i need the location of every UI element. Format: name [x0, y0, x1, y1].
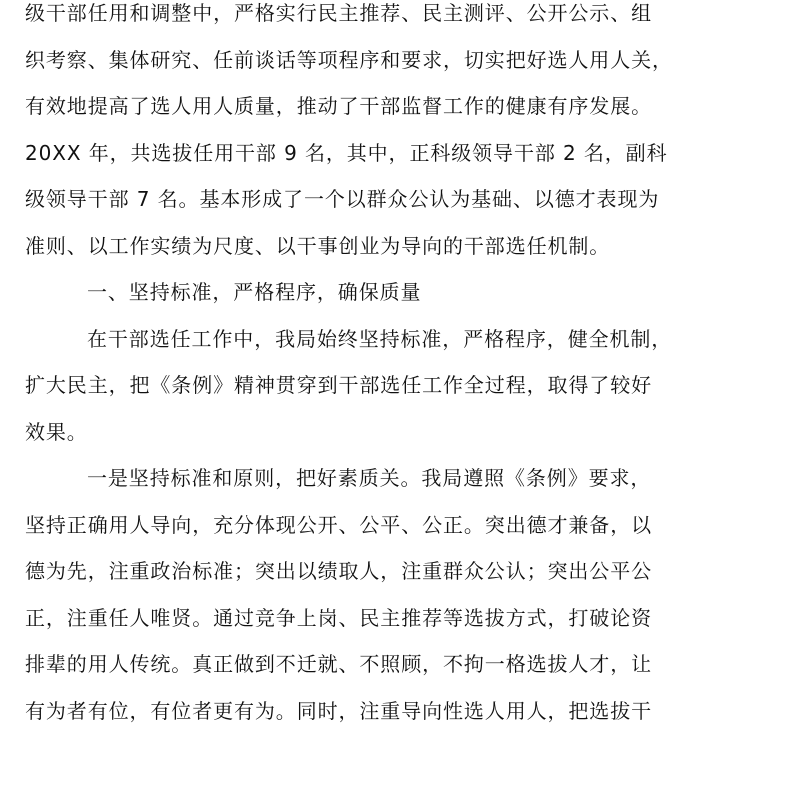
- text-line: 20XX 年，共选拔任用干部 9 名，其中，正科级领导干部 2 名，副科: [25, 140, 668, 165]
- text-line: 有效地提高了选人用人质量，推动了干部监督工作的健康有序发展。: [25, 94, 652, 118]
- text-line: 有为者有位，有位者更有为。同时，注重导向性选人用人，把选拔干: [25, 698, 652, 723]
- paragraph-first-line: 一是坚持标准和原则，把好素质关。我局遵照《条例》要求，: [87, 466, 652, 490]
- text-line: 扩大民主，把《条例》精神贯穿到干部选任工作全过程，取得了较好: [25, 373, 652, 397]
- text-line: 坚持正确用人导向，充分体现公开、公平、公正。突出德才兼备，以: [25, 512, 652, 537]
- text-line: 织考察、集体研究、任前谈话等项程序和要求，切实把好选人用人关，: [25, 47, 673, 72]
- text-line: 级领导干部 7 名。基本形成了一个以群众公认为基础、以德才表现为: [25, 187, 660, 211]
- text-line: 正，注重任人唯贤。通过竞争上岗、民主推荐等选拔方式，打破论资: [25, 605, 652, 630]
- section-heading: 一、坚持标准，严格程序，确保质量: [87, 280, 422, 304]
- text-line: 级干部任用和调整中，严格实行民主推荐、民主测评、公开公示、组: [25, 1, 652, 25]
- text-line: 德为先，注重政治标准；突出以绩取人，注重群众公认；突出公平公: [25, 559, 652, 583]
- document-body: [25, 0, 673, 734]
- text-line: 效果。: [25, 419, 88, 444]
- text-line: 排辈的用人传统。真正做到不迁就、不照顾，不拘一格选拔人才，让: [25, 652, 652, 676]
- paragraph-first-line: 在干部选任工作中，我局始终坚持标准，严格程序，健全机制，: [87, 326, 673, 351]
- text-line: 准则、以工作实绩为尺度、以干事创业为导向的干部选任机制。: [25, 233, 611, 258]
